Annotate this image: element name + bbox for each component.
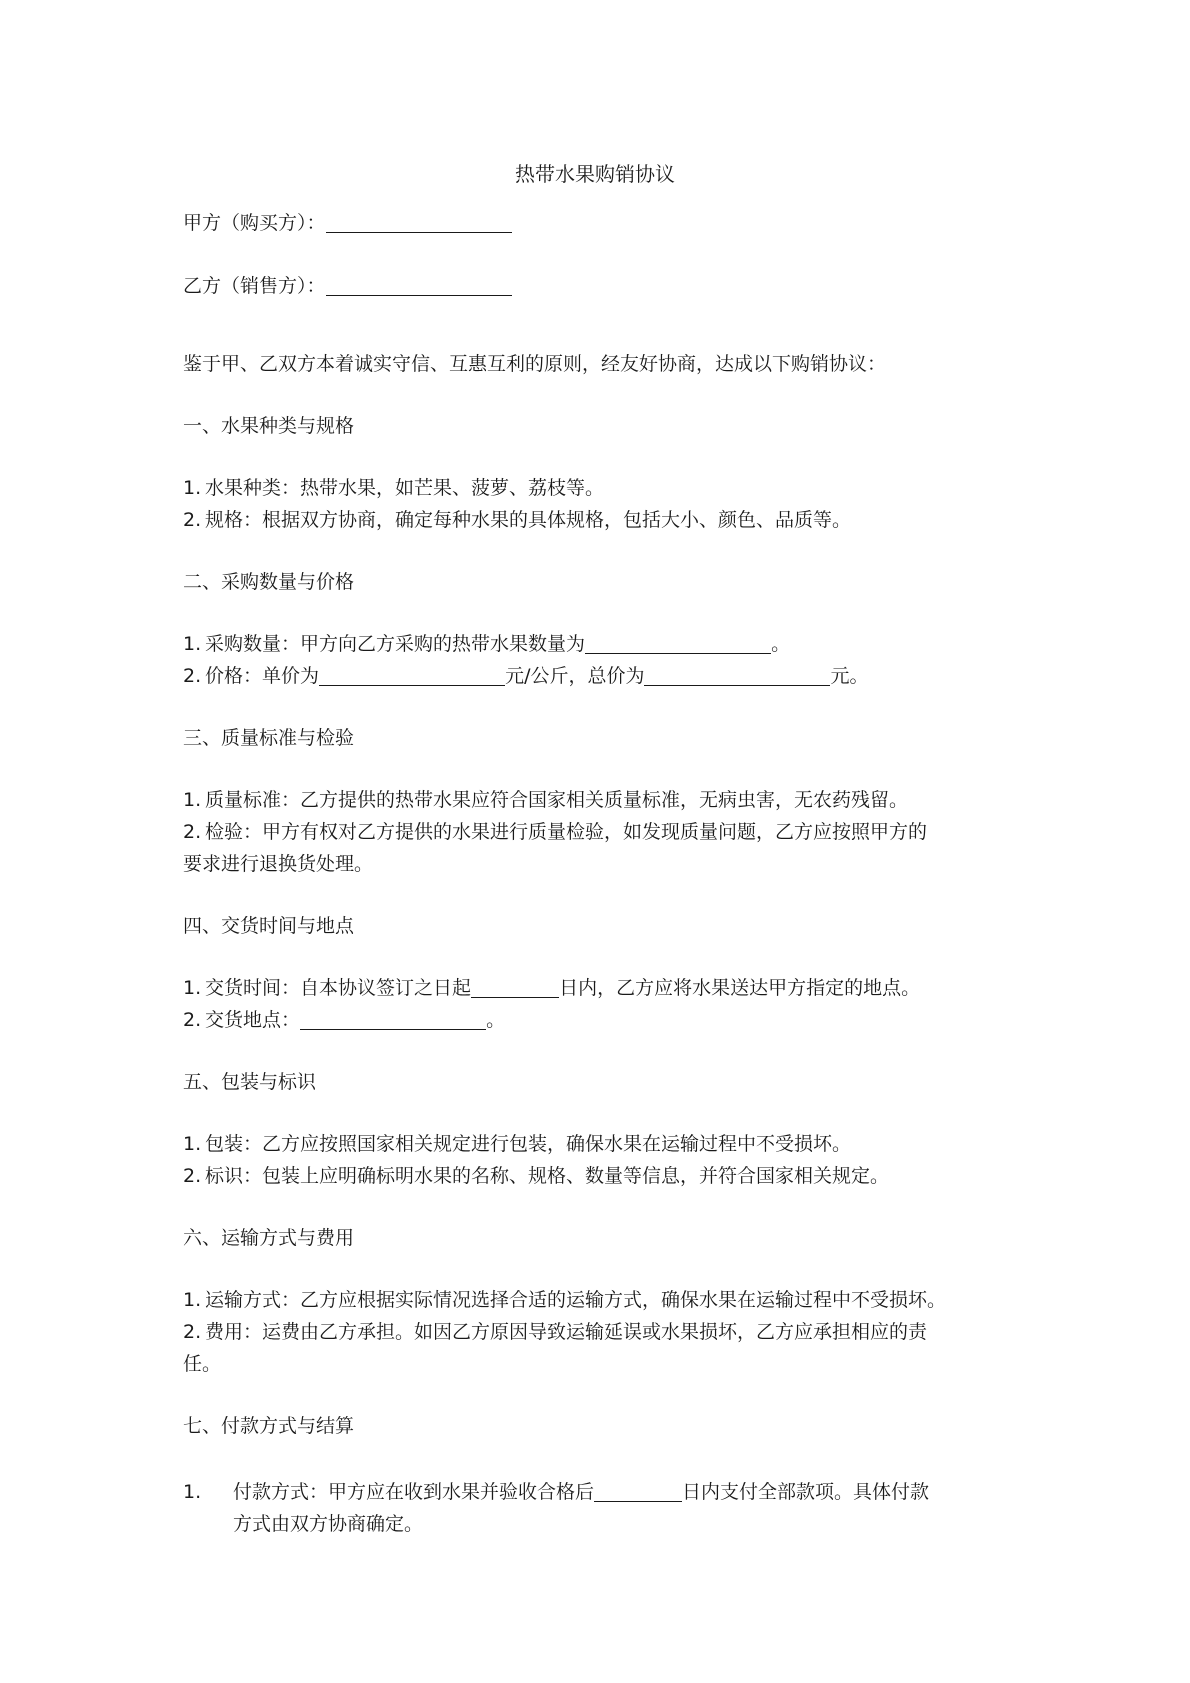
item-text-end: 。 bbox=[486, 1009, 506, 1031]
section-1-item-1 bbox=[183, 472, 1019, 504]
section-3-heading: 三、质量标准与检验 bbox=[183, 727, 355, 749]
payment-days-blank[interactable] bbox=[594, 1479, 682, 1502]
item-text-mid: 元/公斤，总价为 bbox=[505, 665, 645, 687]
item-number: 2. bbox=[183, 509, 202, 531]
item-number: 1. bbox=[183, 1133, 202, 1155]
item-number: 2. bbox=[183, 1321, 202, 1343]
item-number: 1. bbox=[183, 477, 202, 499]
section-6-item-2-cont: 任。 bbox=[183, 1353, 222, 1375]
party-a-line bbox=[183, 207, 1019, 239]
section-1-item-2 bbox=[183, 504, 1019, 536]
section-7-item-1-cont: 方式由双方协商确定。 bbox=[233, 1513, 424, 1535]
section-4-item-2 bbox=[183, 1004, 1019, 1036]
item-text: 交货地点： bbox=[205, 1009, 301, 1031]
section-5-heading: 五、包装与标识 bbox=[183, 1071, 317, 1093]
section-6-item-2 bbox=[183, 1316, 1019, 1348]
item-text-end: 日内支付全部款项。具体付款 bbox=[682, 1481, 930, 1503]
quantity-blank[interactable] bbox=[585, 631, 771, 654]
item-text-end: 元。 bbox=[830, 665, 869, 687]
party-b-label: 乙方（销售方）： bbox=[183, 275, 326, 297]
party-a-blank[interactable] bbox=[326, 210, 512, 233]
section-4-heading: 四、交货时间与地点 bbox=[183, 915, 355, 937]
section-2-item-1 bbox=[183, 628, 1019, 660]
section-3-item-1 bbox=[183, 784, 1019, 816]
section-7-item-1 bbox=[183, 1476, 1019, 1508]
intro-paragraph: 鉴于甲、乙双方本着诚实守信、互惠互利的原则，经友好协商，达成以下购销协议： bbox=[183, 353, 887, 375]
section-7-heading: 七、付款方式与结算 bbox=[183, 1415, 355, 1437]
item-number: 1. bbox=[183, 789, 202, 811]
party-b-line bbox=[183, 270, 1019, 302]
delivery-location-blank[interactable] bbox=[300, 1007, 486, 1030]
section-2-heading: 二、采购数量与价格 bbox=[183, 571, 355, 593]
item-text-end: 日内，乙方应将水果送达甲方指定的地点。 bbox=[559, 977, 921, 999]
unit-price-blank[interactable] bbox=[319, 663, 505, 686]
item-text: 质量标准：乙方提供的热带水果应符合国家相关质量标准，无病虫害，无农药残留。 bbox=[205, 789, 909, 811]
item-number: 2. bbox=[183, 1009, 202, 1031]
delivery-days-blank[interactable] bbox=[471, 975, 559, 998]
item-number: 1. bbox=[183, 1289, 202, 1311]
item-number: 2. bbox=[183, 821, 202, 843]
item-text: 包装：乙方应按照国家相关规定进行包装，确保水果在运输过程中不受损坏。 bbox=[205, 1133, 852, 1155]
section-2-item-2 bbox=[183, 660, 1019, 692]
item-number: 1. bbox=[183, 1481, 202, 1503]
item-text: 价格：单价为 bbox=[205, 665, 320, 687]
item-number: 2. bbox=[183, 665, 202, 687]
party-a-label: 甲方（购买方）： bbox=[183, 212, 326, 234]
item-text: 采购数量：甲方向乙方采购的热带水果数量为 bbox=[205, 633, 586, 655]
section-1-heading: 一、水果种类与规格 bbox=[183, 415, 355, 437]
item-text: 交货时间：自本协议签订之日起 bbox=[205, 977, 472, 999]
total-price-blank[interactable] bbox=[644, 663, 830, 686]
item-text: 检验：甲方有权对乙方提供的水果进行质量检验，如发现质量问题，乙方应按照甲方的 bbox=[205, 821, 928, 843]
section-5-item-1 bbox=[183, 1128, 1019, 1160]
item-number: 1. bbox=[183, 977, 202, 999]
item-text: 规格：根据双方协商，确定每种水果的具体规格，包括大小、颜色、品质等。 bbox=[205, 509, 852, 531]
item-text: 标识：包装上应明确标明水果的名称、规格、数量等信息，并符合国家相关规定。 bbox=[205, 1165, 890, 1187]
item-text: 运输方式：乙方应根据实际情况选择合适的运输方式，确保水果在运输过程中不受损坏。 bbox=[205, 1289, 947, 1311]
section-3-item-2 bbox=[183, 816, 1019, 848]
item-text: 付款方式：甲方应在收到水果并验收合格后 bbox=[233, 1481, 595, 1503]
section-4-item-1 bbox=[183, 972, 1019, 1004]
item-number: 2. bbox=[183, 1165, 202, 1187]
party-b-blank[interactable] bbox=[326, 273, 512, 296]
item-text: 费用：运费由乙方承担。如因乙方原因导致运输延误或水果损坏，乙方应承担相应的责 bbox=[205, 1321, 928, 1343]
section-6-heading: 六、运输方式与费用 bbox=[183, 1227, 355, 1249]
section-5-item-2 bbox=[183, 1160, 1019, 1192]
item-text-end: 。 bbox=[771, 633, 791, 655]
section-6-item-1 bbox=[183, 1284, 1019, 1316]
item-text: 水果种类：热带水果，如芒果、菠萝、荔枝等。 bbox=[205, 477, 605, 499]
section-3-item-2-cont: 要求进行退换货处理。 bbox=[183, 853, 374, 875]
document-title: 热带水果购销协议 bbox=[515, 162, 675, 186]
item-number: 1. bbox=[183, 633, 202, 655]
